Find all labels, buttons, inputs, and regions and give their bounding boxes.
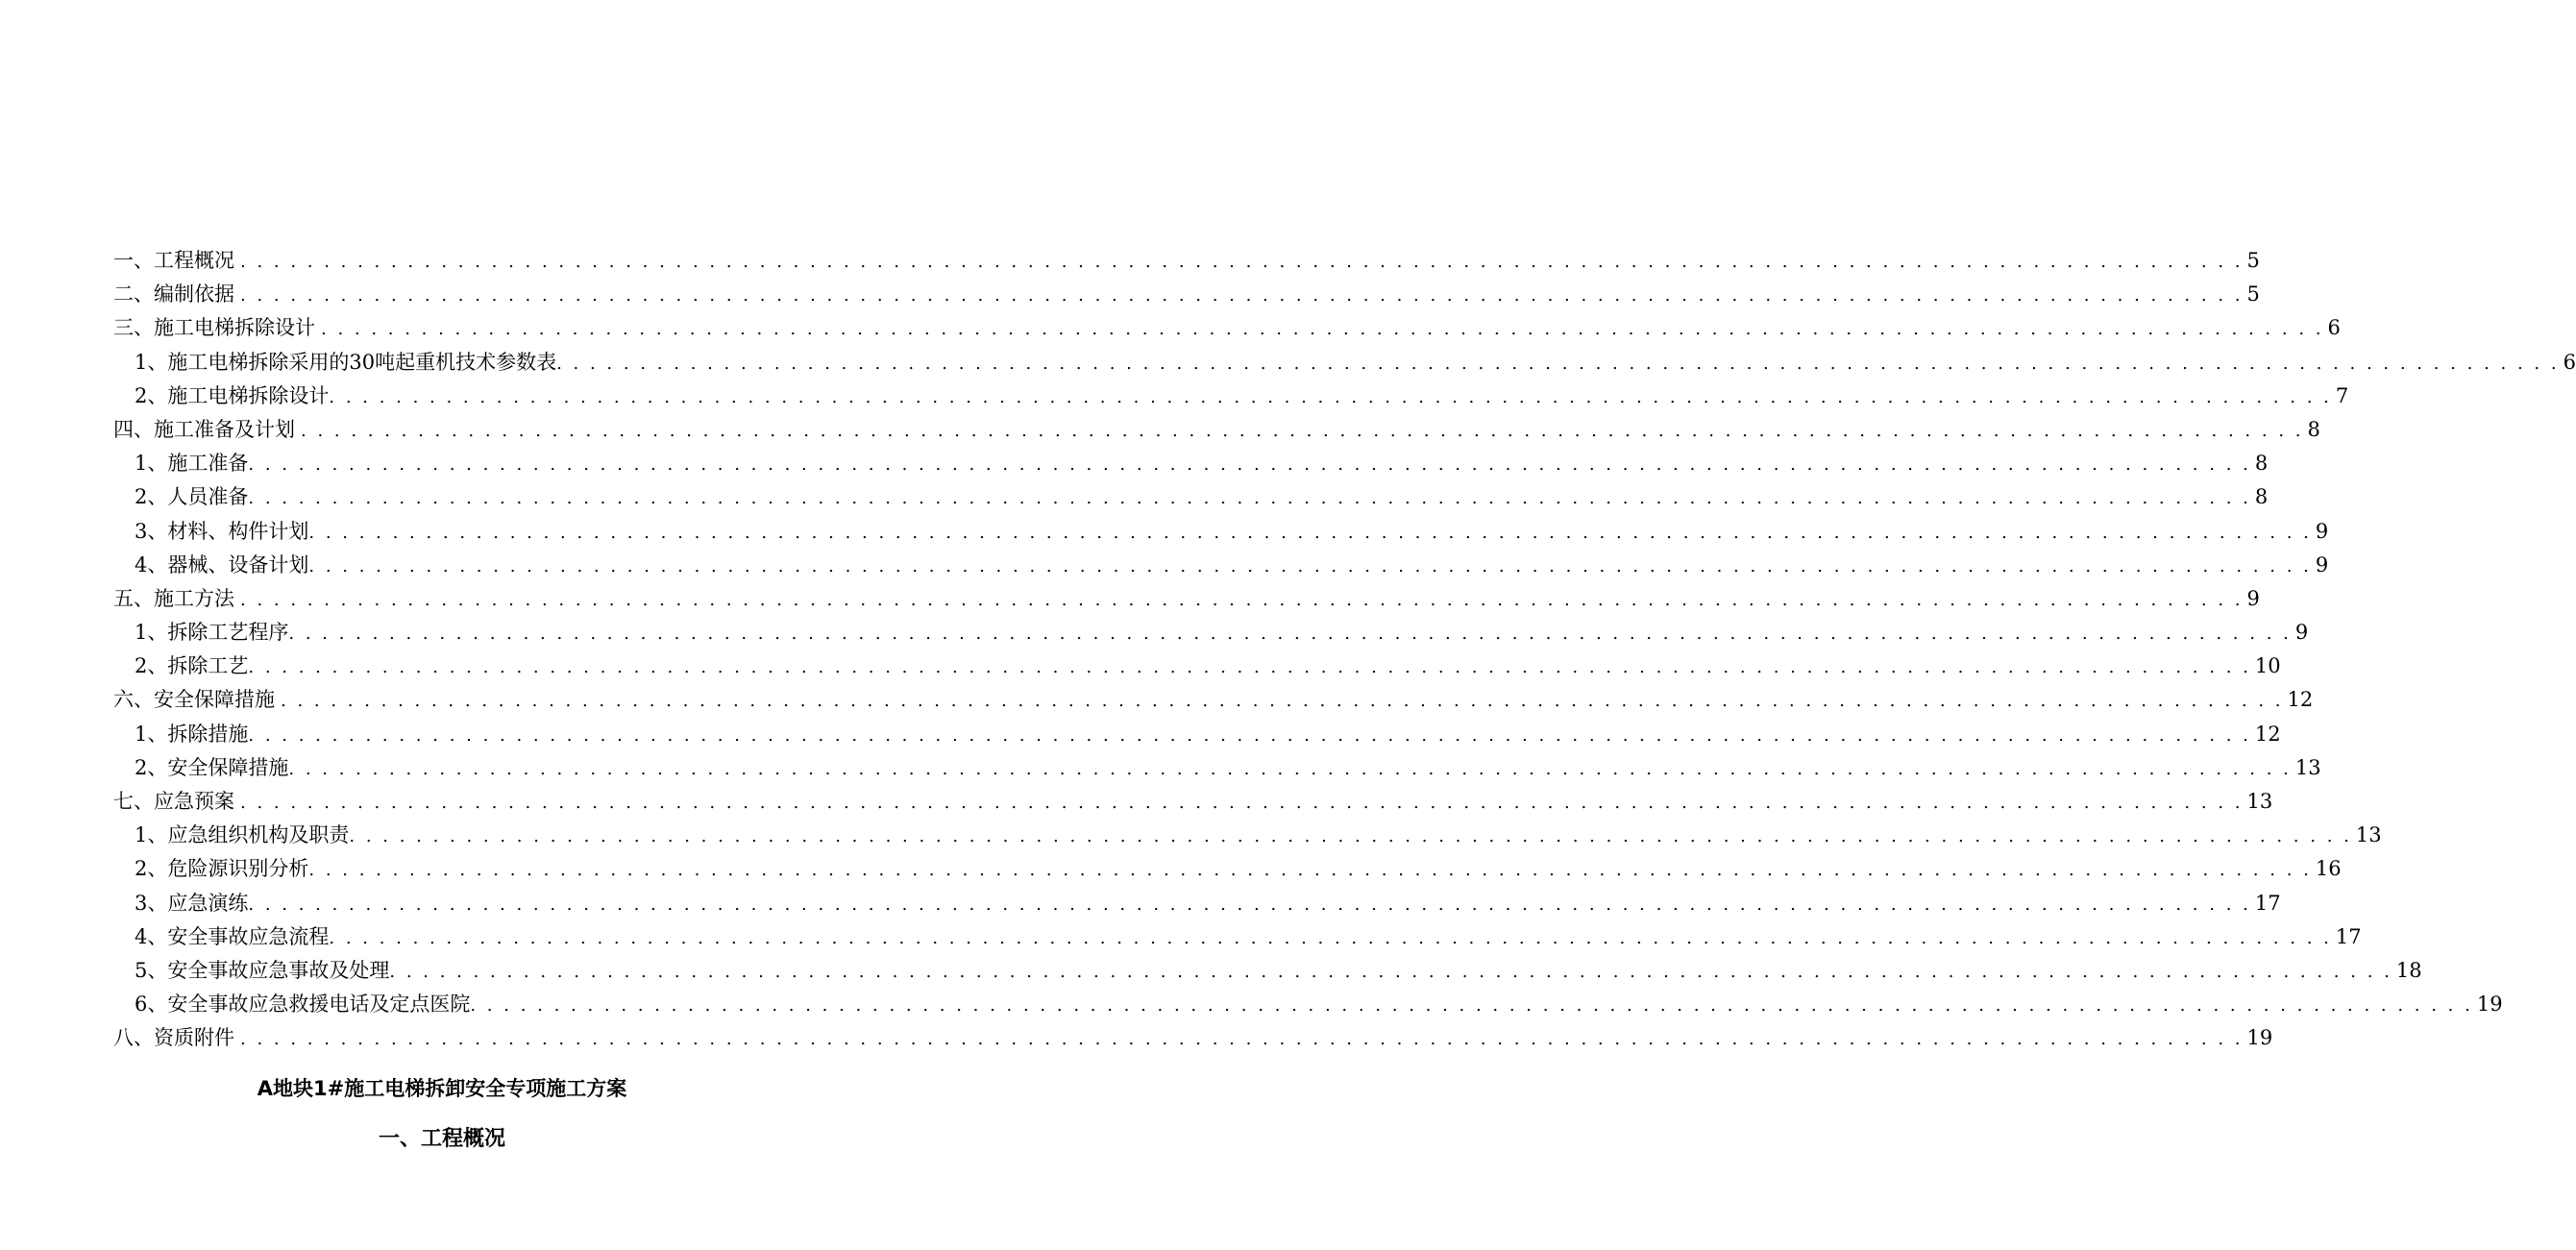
- toc-entry-page-number: 6: [2327, 316, 2341, 340]
- toc-entry-label: 四、施工准备及计划: [113, 417, 295, 441]
- toc-dot-leader: . . . . . . . . . . . . . . . . . . . . . . . . . . . . . . . . . . . . . . . . . . . . . . . . . . . . . . . . . . . . . . . . . . . . . . . . . . . . . . . . . . . . . . . . . . . . . . . . . . . . . . . . . . . . . . . . . . . . . . . .: [248, 724, 2251, 746]
- toc-entry-label: 三、施工电梯拆除设计: [113, 316, 315, 340]
- toc-entry[interactable]: [113, 582, 2260, 616]
- toc-entry[interactable]: [113, 244, 2260, 278]
- toc-dot-leader: . . . . . . . . . . . . . . . . . . . . . . . . . . . . . . . . . . . . . . . . . . . . . . . . . . . . . . . . . . . . . . . . . . . . . . . . . . . . . . . . . . . . . . . . . . . . . . . . . . . . . . . . . . . . . . . . . . . . . . . .: [248, 488, 2251, 509]
- toc-entry[interactable]: [113, 549, 2329, 582]
- toc-entry-label: 2、拆除工艺: [135, 654, 249, 678]
- toc-entry[interactable]: [113, 447, 2269, 480]
- toc-dot-leader: . . . . . . . . . . . . . . . . . . . . . . . . . . . . . . . . . . . . . . . . . . . . . . . . . . . . . . . . . . . . . . . . . . . . . . . . . . . . . . . . . . . . . . . . . . . . . . . . . . . . . . . . . . . . . . . . . . . . . . . .: [556, 353, 2560, 374]
- toc-entry-label: 1、拆除工艺程序: [135, 621, 289, 645]
- toc-entry-page-number: 10: [2254, 654, 2281, 678]
- toc-entry-page-number: 12: [2254, 722, 2281, 746]
- toc-entry-page-number: 13: [2246, 790, 2273, 813]
- toc-dot-leader: . . . . . . . . . . . . . . . . . . . . . . . . . . . . . . . . . . . . . . . . . . . . . . . . . . . . . . . . . . . . . . . . . . . . . . . . . . . . . . . . . . . . . . . . . . . . . . . . . . . . . . . . . . . . . . . . . . . . . . . .: [329, 927, 2332, 948]
- toc-entry-label: 六、安全保障措施: [113, 688, 275, 712]
- toc-entry-label: 2、危险源识别分析: [135, 857, 309, 881]
- document-title: A地块1#施工电梯拆卸安全专项施工方案: [257, 1077, 627, 1100]
- toc-entry[interactable]: [113, 480, 2269, 514]
- toc-dot-leader: . . . . . . . . . . . . . . . . . . . . . . . . . . . . . . . . . . . . . . . . . . . . . . . . . . . . . . . . . . . . . . . . . . . . . . . . . . . . . . . . . . . . . . . . . . . . . . . . . . . . . . . . . . . . . . . . . . . . . . . .: [308, 555, 2312, 576]
- toc-dot-leader: . . . . . . . . . . . . . . . . . . . . . . . . . . . . . . . . . . . . . . . . . . . . . . . . . . . . . . . . . . . . . . . . . . . . . . . . . . . . . . . . . . . . . . . . . . . . . . . . . . . . . . . . . . . . . . . . . . . . . . . .: [240, 793, 2244, 813]
- toc-entry[interactable]: [113, 278, 2260, 311]
- toc-entry[interactable]: [113, 346, 2576, 380]
- toc-entry-page-number: 13: [2294, 755, 2321, 779]
- toc-entry-page-number: 17: [2335, 924, 2362, 948]
- toc-entry-page-number: 5: [2246, 282, 2260, 306]
- toc-dot-leader: . . . . . . . . . . . . . . . . . . . . . . . . . . . . . . . . . . . . . . . . . . . . . . . . . . . . . . . . . . . . . . . . . . . . . . . . . . . . . . . . . . . . . . . . . . . . . . . . . . . . . . . . . . . . . . . . . . . . . . . .: [248, 894, 2251, 915]
- toc-entry-label: 七、应急预案: [113, 790, 234, 813]
- toc-entry-label: 5、安全事故应急事故及处理: [135, 958, 390, 982]
- toc-dot-leader: . . . . . . . . . . . . . . . . . . . . . . . . . . . . . . . . . . . . . . . . . . . . . . . . . . . . . . . . . . . . . . . . . . . . . . . . . . . . . . . . . . . . . . . . . . . . . . . . . . . . . . . . . . . . . . . . . . . . . . . .: [240, 252, 2244, 272]
- toc-entry-page-number: 9: [2315, 552, 2329, 576]
- toc-entry-label: 1、应急组织机构及职责: [135, 823, 350, 847]
- toc-dot-leader: . . . . . . . . . . . . . . . . . . . . . . . . . . . . . . . . . . . . . . . . . . . . . . . . . . . . . . . . . . . . . . . . . . . . . . . . . . . . . . . . . . . . . . . . . . . . . . . . . . . . . . . . . . . . . . . . . . . . . . . .: [470, 995, 2473, 1017]
- toc-entry-page-number: 12: [2287, 688, 2314, 712]
- toc-entry[interactable]: [113, 887, 2281, 920]
- toc-entry[interactable]: [113, 751, 2321, 785]
- toc-dot-leader: . . . . . . . . . . . . . . . . . . . . . . . . . . . . . . . . . . . . . . . . . . . . . . . . . . . . . . . . . . . . . . . . . . . . . . . . . . . . . . . . . . . . . . . . . . . . . . . . . . . . . . . . . . . . . . . . . . . . . . . .: [248, 657, 2251, 678]
- toc-dot-leader: . . . . . . . . . . . . . . . . . . . . . . . . . . . . . . . . . . . . . . . . . . . . . . . . . . . . . . . . . . . . . . . . . . . . . . . . . . . . . . . . . . . . . . . . . . . . . . . . . . . . . . . . . . . . . . . . . . . . . . . .: [240, 285, 2244, 306]
- toc-entry[interactable]: [113, 413, 2320, 447]
- toc-entry-label: 3、应急演练: [135, 891, 249, 915]
- toc-entry-label: 1、拆除措施: [135, 722, 249, 746]
- toc-entry[interactable]: [113, 515, 2329, 549]
- section-heading: 一、工程概况: [378, 1127, 505, 1151]
- toc-entry[interactable]: [113, 785, 2273, 819]
- toc-entry-label: 八、资质附件: [113, 1026, 234, 1050]
- toc-entry-page-number: 13: [2355, 823, 2382, 847]
- toc-entry-page-number: 9: [2246, 586, 2260, 610]
- toc-entry[interactable]: [113, 819, 2382, 852]
- toc-entry-label: 4、安全事故应急流程: [135, 924, 330, 948]
- toc-dot-leader: . . . . . . . . . . . . . . . . . . . . . . . . . . . . . . . . . . . . . . . . . . . . . . . . . . . . . . . . . . . . . . . . . . . . . . . . . . . . . . . . . . . . . . . . . . . . . . . . . . . . . . . . . . . . . . . . . . . . . . . .: [308, 860, 2312, 881]
- toc-entry[interactable]: [113, 920, 2362, 954]
- toc-entry-label: 1、施工准备: [135, 452, 249, 476]
- toc-entry-label: 3、材料、构件计划: [135, 519, 309, 543]
- toc-entry[interactable]: [113, 616, 2309, 650]
- toc-entry-label: 6、安全事故应急救援电话及定点医院: [135, 993, 471, 1017]
- toc-dot-leader: . . . . . . . . . . . . . . . . . . . . . . . . . . . . . . . . . . . . . . . . . . . . . . . . . . . . . . . . . . . . . . . . . . . . . . . . . . . . . . . . . . . . . . . . . . . . . . . . . . . . . . . . . . . . . . . . . . . . . . . .: [349, 826, 2352, 847]
- toc-entry-label: 一、工程概况: [113, 249, 234, 272]
- toc-dot-leader: . . . . . . . . . . . . . . . . . . . . . . . . . . . . . . . . . . . . . . . . . . . . . . . . . . . . . . . . . . . . . . . . . . . . . . . . . . . . . . . . . . . . . . . . . . . . . . . . . . . . . . . . . . . . . . . . . . . . . . . .: [281, 691, 2284, 712]
- table-of-contents: [113, 244, 2576, 1056]
- toc-entry-page-number: 8: [2307, 417, 2320, 441]
- toc-entry[interactable]: [113, 1021, 2273, 1055]
- toc-entry[interactable]: [113, 650, 2281, 683]
- toc-dot-leader: . . . . . . . . . . . . . . . . . . . . . . . . . . . . . . . . . . . . . . . . . . . . . . . . . . . . . . . . . . . . . . . . . . . . . . . . . . . . . . . . . . . . . . . . . . . . . . . . . . . . . . . . . . . . . . . . . . . . . . . .: [248, 454, 2251, 476]
- toc-entry-label: 二、编制依据: [113, 282, 234, 306]
- toc-dot-leader: . . . . . . . . . . . . . . . . . . . . . . . . . . . . . . . . . . . . . . . . . . . . . . . . . . . . . . . . . . . . . . . . . . . . . . . . . . . . . . . . . . . . . . . . . . . . . . . . . . . . . . . . . . . . . . . . . . . . . . . .: [308, 522, 2312, 543]
- toc-entry-label: 五、施工方法: [113, 586, 234, 610]
- toc-dot-leader: . . . . . . . . . . . . . . . . . . . . . . . . . . . . . . . . . . . . . . . . . . . . . . . . . . . . . . . . . . . . . . . . . . . . . . . . . . . . . . . . . . . . . . . . . . . . . . . . . . . . . . . . . . . . . . . . . . . . . . . .: [301, 420, 2304, 441]
- toc-entry-page-number: 5: [2246, 249, 2260, 272]
- toc-entry-page-number: 16: [2315, 857, 2342, 881]
- toc-entry-label: 2、人员准备: [135, 485, 249, 509]
- toc-entry[interactable]: [113, 380, 2349, 413]
- toc-dot-leader: . . . . . . . . . . . . . . . . . . . . . . . . . . . . . . . . . . . . . . . . . . . . . . . . . . . . . . . . . . . . . . . . . . . . . . . . . . . . . . . . . . . . . . . . . . . . . . . . . . . . . . . . . . . . . . . . . . . . . . . .: [389, 961, 2392, 982]
- toc-entry[interactable]: [113, 988, 2503, 1021]
- toc-dot-leader: . . . . . . . . . . . . . . . . . . . . . . . . . . . . . . . . . . . . . . . . . . . . . . . . . . . . . . . . . . . . . . . . . . . . . . . . . . . . . . . . . . . . . . . . . . . . . . . . . . . . . . . . . . . . . . . . . . . . . . . .: [329, 386, 2332, 407]
- toc-entry[interactable]: [113, 954, 2422, 988]
- toc-dot-leader: . . . . . . . . . . . . . . . . . . . . . . . . . . . . . . . . . . . . . . . . . . . . . . . . . . . . . . . . . . . . . . . . . . . . . . . . . . . . . . . . . . . . . . . . . . . . . . . . . . . . . . . . . . . . . . . . . . . . . . . .: [321, 319, 2324, 340]
- toc-entry-label: 4、器械、设备计划: [135, 552, 309, 576]
- toc-entry-page-number: 18: [2395, 958, 2422, 982]
- toc-dot-leader: . . . . . . . . . . . . . . . . . . . . . . . . . . . . . . . . . . . . . . . . . . . . . . . . . . . . . . . . . . . . . . . . . . . . . . . . . . . . . . . . . . . . . . . . . . . . . . . . . . . . . . . . . . . . . . . . . . . . . . . .: [240, 589, 2244, 610]
- toc-entry-page-number: 8: [2254, 452, 2269, 476]
- toc-dot-leader: . . . . . . . . . . . . . . . . . . . . . . . . . . . . . . . . . . . . . . . . . . . . . . . . . . . . . . . . . . . . . . . . . . . . . . . . . . . . . . . . . . . . . . . . . . . . . . . . . . . . . . . . . . . . . . . . . . . . . . . .: [288, 758, 2292, 779]
- toc-entry[interactable]: [113, 683, 2314, 717]
- toc-entry[interactable]: [113, 718, 2281, 751]
- toc-entry-page-number: 8: [2254, 485, 2269, 509]
- toc-entry-page-number: 6: [2563, 350, 2576, 374]
- toc-entry[interactable]: [113, 311, 2341, 345]
- toc-entry[interactable]: [113, 852, 2342, 886]
- toc-entry-page-number: 19: [2476, 993, 2503, 1017]
- toc-entry-page-number: 19: [2246, 1026, 2273, 1050]
- toc-entry-label: 2、施工电梯拆除设计: [135, 383, 330, 407]
- toc-entry-label: 2、安全保障措施: [135, 755, 289, 779]
- toc-entry-page-number: 7: [2335, 383, 2349, 407]
- toc-entry-label: 1、施工电梯拆除采用的30吨起重机技术参数表: [135, 350, 557, 374]
- toc-entry-page-number: 9: [2294, 621, 2309, 645]
- toc-dot-leader: . . . . . . . . . . . . . . . . . . . . . . . . . . . . . . . . . . . . . . . . . . . . . . . . . . . . . . . . . . . . . . . . . . . . . . . . . . . . . . . . . . . . . . . . . . . . . . . . . . . . . . . . . . . . . . . . . . . . . . . .: [240, 1029, 2244, 1050]
- toc-dot-leader: . . . . . . . . . . . . . . . . . . . . . . . . . . . . . . . . . . . . . . . . . . . . . . . . . . . . . . . . . . . . . . . . . . . . . . . . . . . . . . . . . . . . . . . . . . . . . . . . . . . . . . . . . . . . . . . . . . . . . . . .: [288, 624, 2292, 645]
- toc-entry-page-number: 17: [2254, 891, 2281, 915]
- toc-entry-page-number: 9: [2315, 519, 2329, 543]
